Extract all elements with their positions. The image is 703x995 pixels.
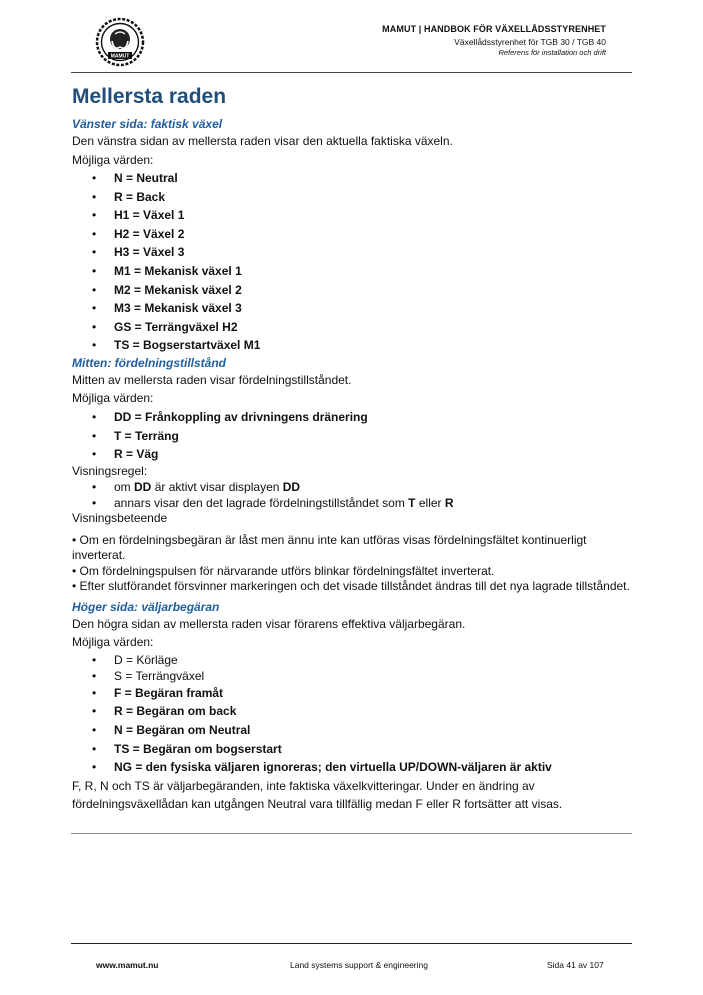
section-heading-right: Höger sida: väljarbegäran [72, 599, 220, 614]
content-end-divider [71, 833, 632, 834]
display-behavior-item: • Efter slutförandet försvinner markeringen och det visade tillståndet ändras till det nya lagrade tillståndet. [72, 579, 630, 594]
list-item: • T = Terräng [72, 427, 632, 446]
logo-text: MAMUT [110, 53, 130, 60]
list-item: • S = Terrängväxel [72, 668, 632, 684]
section-description-left: Den vänstra sidan av mellersta raden visar den aktuella faktiska växeln. [72, 134, 453, 148]
section-heading-left: Vänster sida: faktisk växel [72, 117, 223, 131]
rule-code: T [408, 496, 416, 511]
display-behavior-item: • Om fördelningspulsen för närvarande utförs blinkar fördelningsfältet inverterat. [72, 563, 495, 578]
values-label-right: Möjliga värden: [72, 635, 154, 650]
list-item: • TS = Bogserstartväxel M1 [72, 336, 632, 355]
rule-code: DD [282, 480, 301, 495]
list-item: • R = Väg [72, 445, 632, 464]
middle-values-list [72, 408, 632, 464]
list-item: • M2 = Mekanisk växel 2 [72, 281, 632, 300]
document-header-reference: Referens för installation och drift [498, 48, 606, 57]
display-behavior-label: Visningsbeteende [72, 511, 168, 526]
rule-code: DD [134, 480, 152, 495]
list-item: • N = Neutral [72, 169, 632, 188]
display-rule-list [72, 479, 632, 511]
list-item: • H1 = Växel 1 [72, 206, 632, 225]
list-item: • NG = den fysiska väljaren ignoreras; den virtuella UP/DOWN-väljaren är aktiv [72, 758, 632, 777]
document-header-title: MAMUT | HANDBOK FÖR VÄXELLÅDSSTYRENHET [382, 24, 606, 34]
list-item: • DD = Frånkoppling av drivningens dränering [72, 408, 632, 427]
list-item: • N = Begäran om Neutral [72, 721, 632, 740]
display-behavior-item: • Om en fördelningsbegäran är låst men ännu inte kan utföras visas fördelningsfältet kontinuerligt inverterat. [72, 532, 587, 563]
selector-note: F, R, N och TS är väljarbegäranden, inte faktiska växelkvitteringar. Under en ändring av fördelningsväxellådan kan utgången Neutral vara tillfällig medan F eller R fortsätter att visas. [72, 778, 563, 812]
footer-website: www.mamut.nu [96, 960, 159, 970]
rule-text: annars visar den det lagrade fördelningstillståndet som [114, 496, 409, 511]
page-title: Mellersta raden [72, 85, 227, 108]
rule-text: eller [415, 496, 445, 511]
display-rule-label: Visningsregel: [72, 463, 148, 478]
list-item: • H2 = Växel 2 [72, 225, 632, 244]
values-label-left: Möjliga värden: [72, 152, 154, 167]
document-header-subtitle: Växellådsstyrenhet för TGB 30 / TGB 40 [454, 37, 606, 47]
list-item: • M3 = Mekanisk växel 3 [72, 299, 632, 318]
list-item: • D = Körläge [72, 652, 632, 668]
section-heading-middle: Mitten: fördelningstillstånd [72, 355, 226, 370]
header-divider [71, 72, 632, 73]
footer-page-number: Sida 41 av 107 [547, 960, 604, 970]
display-rule-item [72, 495, 632, 511]
list-item: • R = Back [72, 188, 632, 207]
right-values-list-bold [72, 684, 632, 777]
list-item: • R = Begäran om back [72, 702, 632, 721]
section-description-right: Den högra sidan av mellersta raden visar förarens effektiva väljarbegäran. [72, 616, 466, 631]
list-item: • GS = Terrängväxel H2 [72, 318, 632, 337]
rule-code: R [444, 496, 454, 511]
list-item: • H3 = Växel 3 [72, 243, 632, 262]
section-description-middle: Mitten av mellersta raden visar fördelningstillståndet. [72, 372, 352, 387]
rule-text: om [114, 480, 135, 495]
left-values-list [72, 169, 632, 355]
right-values-list-plain [72, 652, 632, 684]
footer-divider [71, 943, 632, 944]
list-item: • M1 = Mekanisk växel 1 [72, 262, 632, 281]
rule-text: är aktivt visar displayen [151, 480, 283, 495]
values-label-middle: Möjliga värden: [72, 391, 154, 406]
page-content [72, 84, 632, 814]
mamut-logo [95, 17, 145, 67]
list-item: • TS = Begäran om bogserstart [72, 740, 632, 759]
display-rule-item [72, 479, 632, 495]
list-item: • F = Begäran framåt [72, 684, 632, 703]
footer-tagline: Land systems support & engineering [290, 960, 428, 970]
